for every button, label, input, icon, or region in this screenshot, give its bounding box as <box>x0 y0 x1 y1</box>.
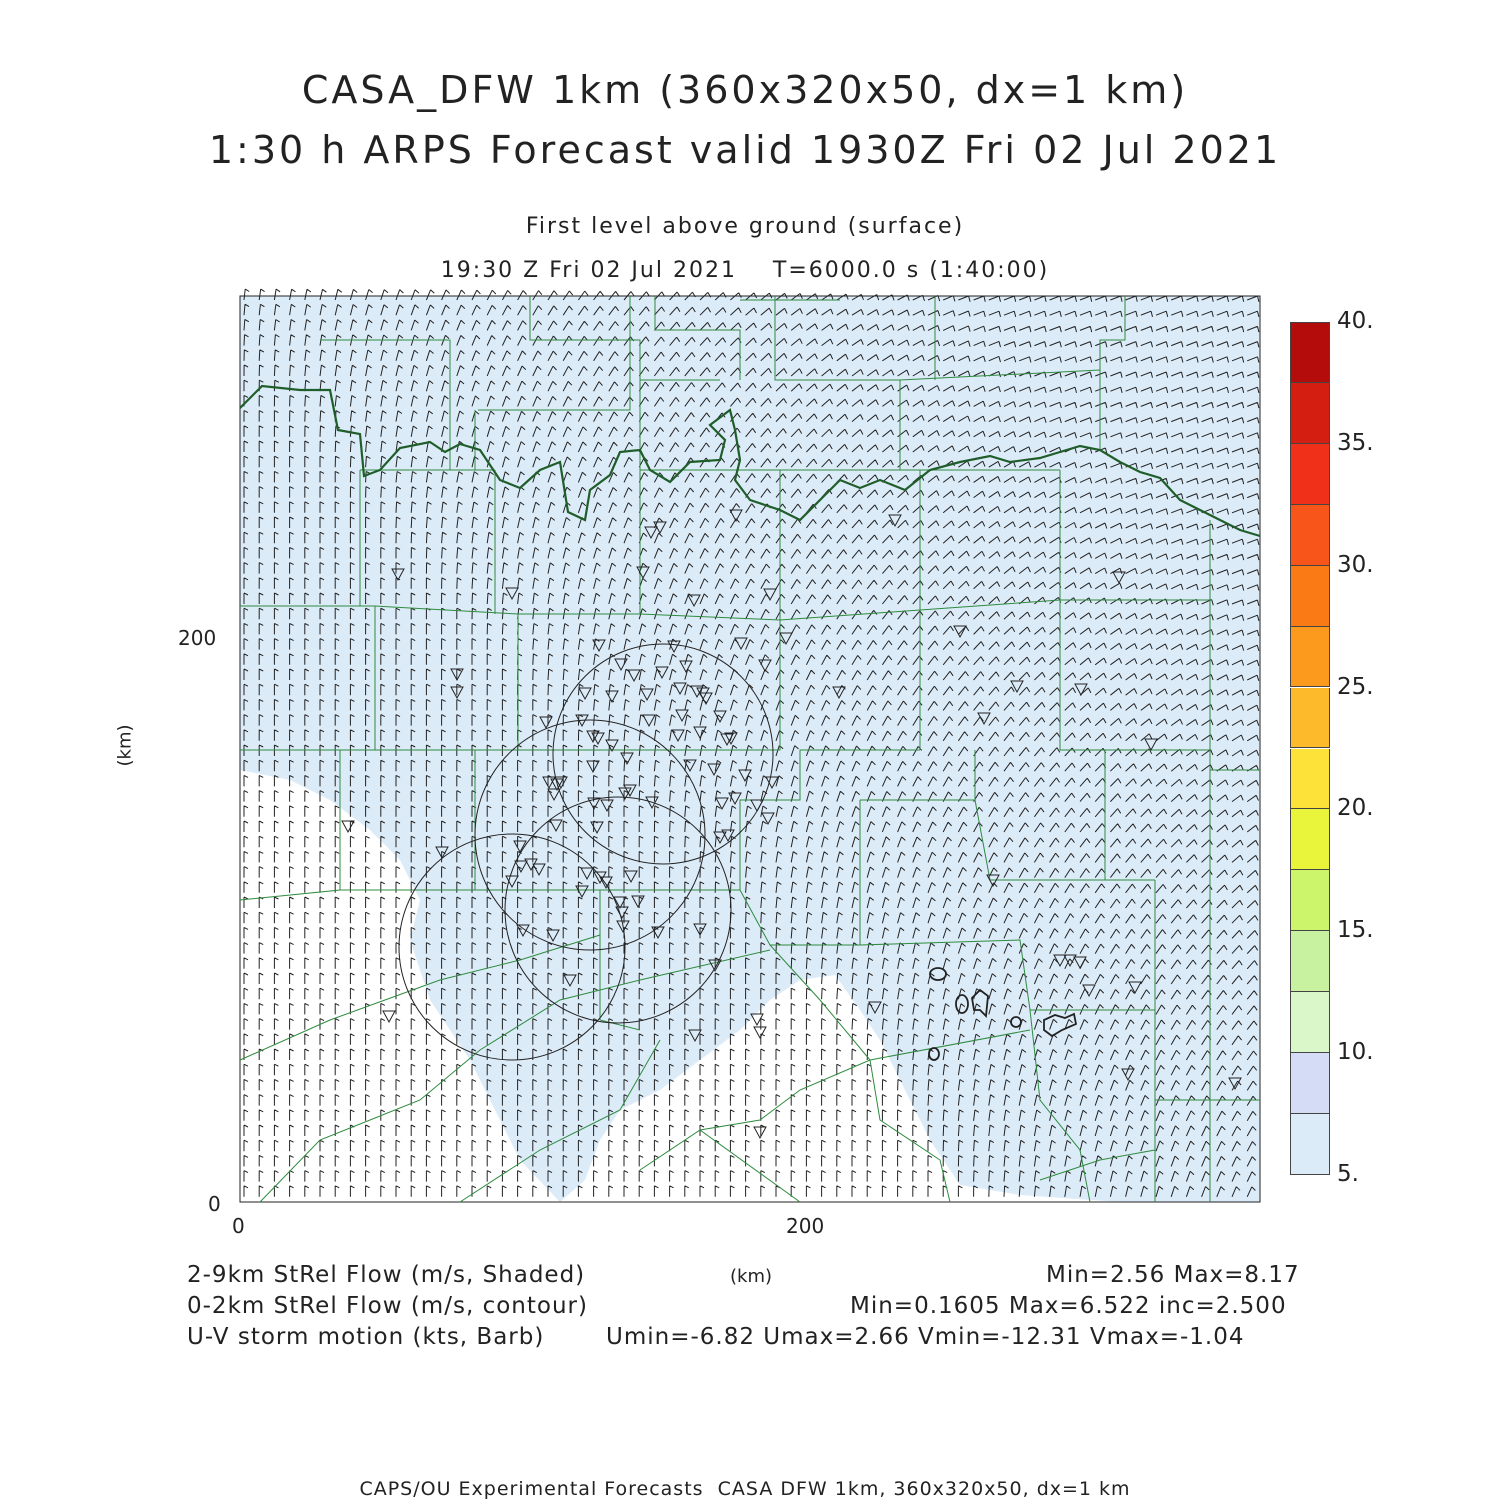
colorbar-label: 15. <box>1337 917 1374 944</box>
x-tick-200: 200 <box>786 1214 825 1238</box>
level-subtitle: First level above ground (surface) <box>525 214 965 239</box>
colorbar-swatch <box>1290 383 1330 444</box>
station-marker <box>754 1127 766 1138</box>
station-marker <box>342 821 354 832</box>
station-marker <box>754 1027 766 1038</box>
colorbar-label: 20. <box>1337 795 1374 822</box>
colorbar-swatch <box>1290 505 1330 566</box>
forecast-valid-title: 1:30 h ARPS Forecast valid 1930Z Fri 02 Jul 2021 <box>208 128 1282 172</box>
plot-title: CASA_DFW 1km (360x320x50, dx=1 km) <box>301 68 1189 112</box>
x-axis-label: (km) <box>730 1266 773 1287</box>
colorbar-swatch <box>1290 870 1330 931</box>
colorbar-label: 40. <box>1337 308 1374 334</box>
y-tick-0: 0 <box>208 1192 221 1216</box>
colorbar-swatch <box>1290 566 1330 627</box>
legend-shaded-label: 2-9km StRel Flow (m/s, Shaded) <box>187 1262 586 1288</box>
legend-barb-range: Umin=-6.82 Umax=2.66 Vmin=-12.31 Vmax=-1.04 <box>606 1324 1245 1350</box>
y-axis-label: (km) <box>114 724 136 767</box>
colorbar-label: 25. <box>1337 673 1374 700</box>
colorbar-swatch <box>1290 1053 1330 1114</box>
colorbar-swatch <box>1290 444 1330 505</box>
colorbar-swatch <box>1290 688 1330 749</box>
legend-contour-range: Min=0.1605 Max=6.522 inc=2.500 <box>850 1293 1287 1319</box>
colorbar-swatch <box>1290 931 1330 992</box>
colorbar-swatch <box>1290 1114 1330 1175</box>
colorbar-swatch <box>1290 322 1330 383</box>
legend-shaded-range: Min=2.56 Max=8.17 <box>1046 1262 1300 1288</box>
footer-credit: CAPS/OU Experimental Forecasts CASA DFW 1km, 360x320x50, dx=1 km <box>359 1478 1131 1500</box>
colorbar-label: 35. <box>1337 429 1374 456</box>
colorbar-label: 10. <box>1337 1039 1374 1066</box>
colorbar-swatch <box>1290 627 1330 688</box>
x-tick-0: 0 <box>232 1214 245 1238</box>
colorbar-label: 30. <box>1337 551 1374 578</box>
time-line: 19:30 Z Fri 02 Jul 2021 T=6000.0 s (1:40:00) <box>440 258 1050 283</box>
y-tick-200: 200 <box>178 626 217 650</box>
legend-contour-label: 0-2km StRel Flow (m/s, contour) <box>187 1293 588 1319</box>
legend-barb-label: U-V storm motion (kts, Barb) <box>187 1324 545 1350</box>
colorbar-swatch <box>1290 809 1330 870</box>
colorbar-swatch <box>1290 992 1330 1053</box>
colorbar-swatch <box>1290 749 1330 810</box>
colorbar-label: 5. <box>1337 1161 1359 1187</box>
